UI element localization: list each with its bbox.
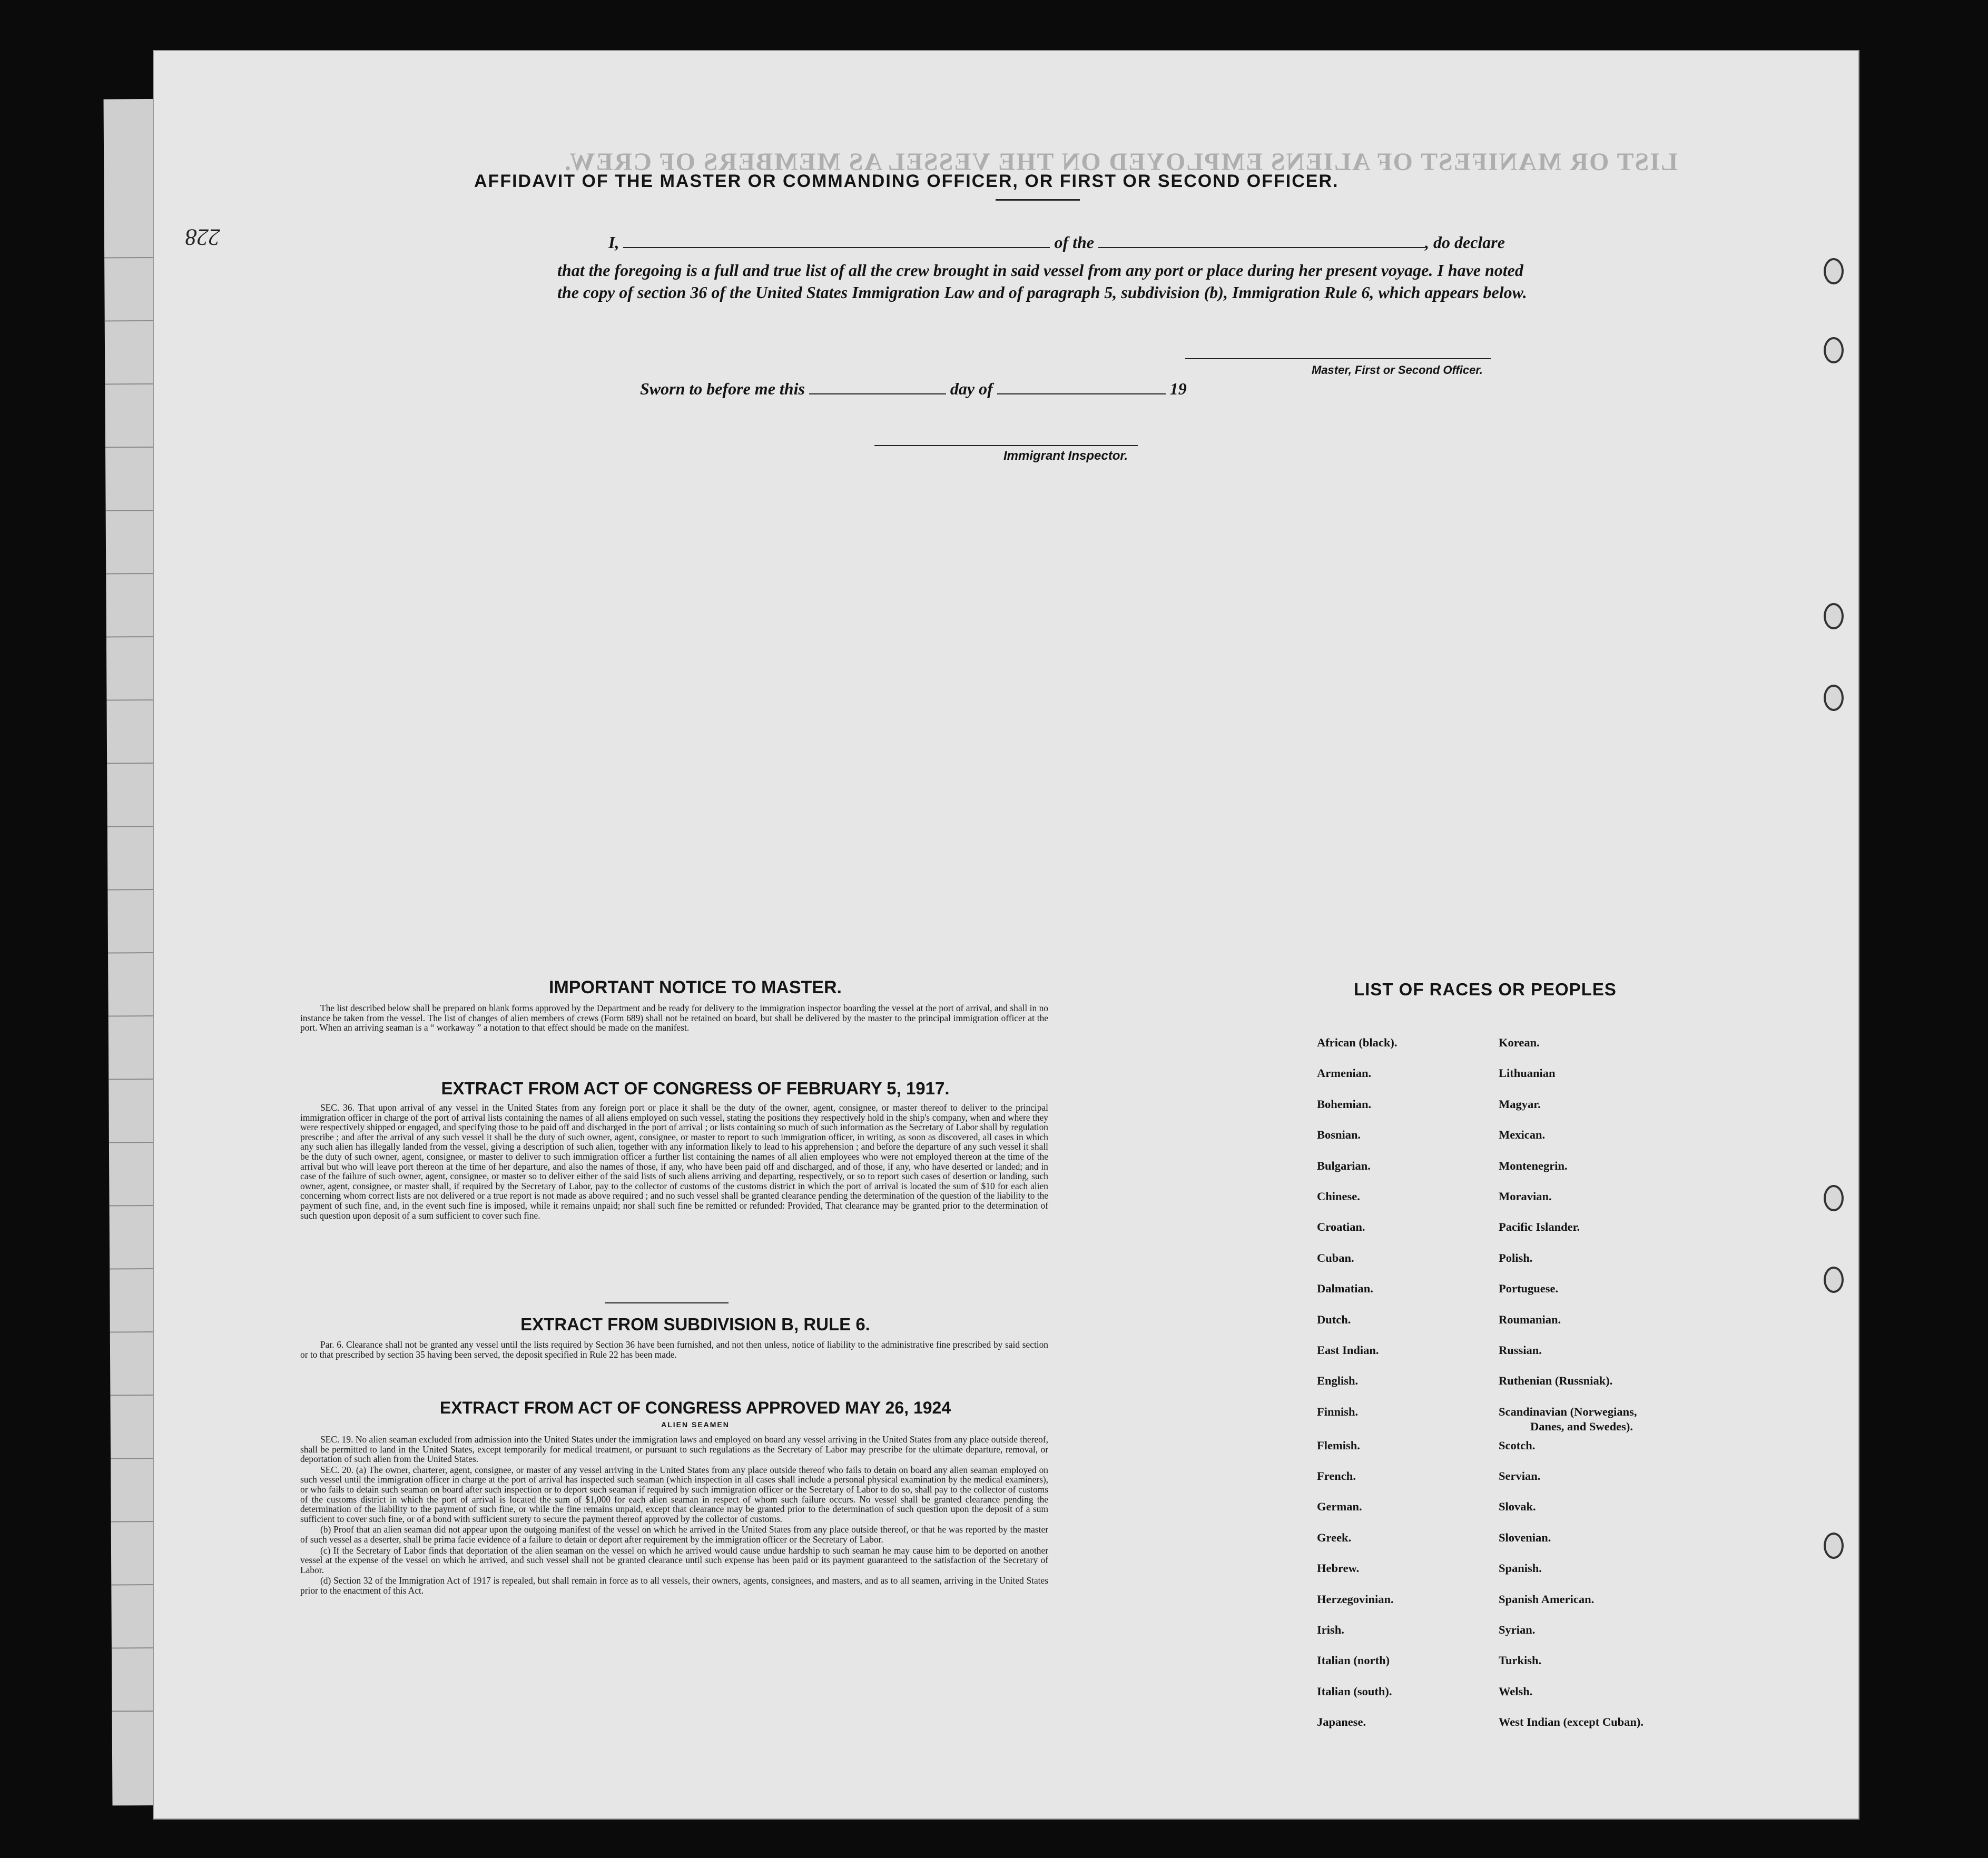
affidavit-do-declare: , do declare (1425, 233, 1505, 252)
divider (996, 199, 1080, 201)
race-entry: Polish. (1499, 1251, 1533, 1264)
race-entry: Danes, and Swedes). (1530, 1419, 1633, 1433)
signature-line[interactable] (1185, 358, 1491, 359)
race-entry: Mexican. (1499, 1128, 1546, 1142)
race-entry: Pacific Islander. (1499, 1220, 1580, 1234)
sworn-year: 19 (1169, 379, 1187, 398)
affidavit-of-the: of the (1054, 233, 1094, 252)
inspector-label: Immigrant Inspector. (1003, 449, 1128, 463)
races-left-column (1317, 1036, 1397, 1747)
race-entry: Croatian. (1317, 1220, 1365, 1234)
race-entry: Spanish. (1499, 1561, 1542, 1575)
race-entry: Bohemian. (1317, 1097, 1372, 1111)
punch-hole-icon (1824, 1533, 1844, 1559)
extract-1924-body (300, 1435, 1048, 1597)
extract-1917-title: EXTRACT FROM ACT OF CONGRESS OF FEBRUARY 5, 1917. (441, 1079, 950, 1098)
race-entry: Scandinavian (Norwegians, (1499, 1405, 1637, 1418)
race-entry: East Indian. (1317, 1343, 1379, 1357)
section-20d-paragraph: (d) Section 32 of the Immigration Act of 1917 is repealed, but shall remain in force as to all vessels, their owners, agents, consignees, and masters, and as to all seamen, arriving in the United States prior to the enactment of this Act. (300, 1575, 1048, 1596)
sworn-prefix: Sworn to before me this (640, 379, 805, 398)
sworn-day-label: day of (950, 379, 993, 398)
race-entry: Cuban. (1317, 1251, 1354, 1264)
section-19-paragraph: SEC. 19. No alien seaman excluded from admission into the United States under the immigration laws and employed on board any vessel arriving in the United States from any place outside thereof, shall be permitted to land in the United States, except temporarily for medical treatment, or pursuant to such regulations as the Secretary of Labor may prescribe for the ultimate departure, removal, or deportation of such alien from the United States. (300, 1434, 1048, 1465)
race-entry: Portuguese. (1499, 1282, 1559, 1296)
divider (605, 1302, 729, 1303)
race-entry: Finnish. (1317, 1405, 1359, 1418)
race-entry: Welsh. (1499, 1684, 1533, 1698)
notice-body (300, 1003, 1048, 1034)
race-entry: Lithuanian (1499, 1066, 1556, 1080)
affidavit-declaration-line (608, 233, 1505, 252)
race-entry: West Indian (except Cuban). (1499, 1715, 1644, 1729)
race-entry: Italian (north) (1317, 1654, 1390, 1667)
race-entry: Bulgarian. (1317, 1159, 1371, 1172)
corner-number: 228 (185, 224, 220, 250)
punch-hole-icon (1824, 258, 1844, 284)
race-entry: Slovak. (1499, 1500, 1536, 1514)
races-right-column (1499, 1036, 1643, 1747)
race-entry: Dalmatian. (1317, 1282, 1373, 1296)
punch-hole-icon (1824, 337, 1844, 363)
race-entry: Magyar. (1499, 1097, 1541, 1111)
master-signature-label: Master, First or Second Officer. (1312, 363, 1483, 377)
race-entry: African (black). (1317, 1036, 1397, 1049)
section-20c-paragraph: (c) If the Secretary of Labor finds that deportation of the alien seaman on the vessel on which he arrived would cause undue hardship to such seaman he may cause him to be deported on another vessel at the expense of the vessel on which he arrived, and such vessel shall not be granted clearance until such expense has been paid or its payment guaranteed to the satisfaction of the Secretary of Labor. (300, 1545, 1048, 1575)
extract-1924-subtitle: ALIEN SEAMEN (661, 1420, 730, 1429)
race-entry: Irish. (1317, 1623, 1344, 1637)
race-entry: Montenegrin. (1499, 1159, 1568, 1172)
extract-1924-title: EXTRACT FROM ACT OF CONGRESS APPROVED MAY 26, 1924 (439, 1398, 951, 1417)
affidavit-title: AFFIDAVIT OF THE MASTER OR COMMANDING OFFICER, OR FIRST OR SECOND OFFICER. (474, 171, 1339, 191)
race-entry: Spanish American. (1499, 1592, 1595, 1606)
race-entry: Hebrew. (1317, 1561, 1360, 1575)
notice-title: IMPORTANT NOTICE TO MASTER. (549, 977, 842, 997)
sworn-line (640, 379, 1187, 399)
race-entry: English. (1317, 1374, 1359, 1388)
race-entry: German. (1317, 1500, 1362, 1514)
race-entry: Russian. (1499, 1343, 1542, 1357)
rule6-paragraph: Par. 6. Clearance shall not be granted any vessel until the lists required by Section 36 have been furnished, and not then unless, notice of liability to the administrative fine prescribed by said section or to that prescribed by section 35 having been served, the deposit specified in Rule 22 has been made. (300, 1339, 1048, 1360)
race-entry: Roumanian. (1499, 1312, 1561, 1326)
extract-rule6-title: EXTRACT FROM SUBDIVISION B, RULE 6. (520, 1315, 870, 1334)
master-name-field[interactable] (623, 247, 1050, 248)
sworn-month-field[interactable] (997, 393, 1166, 394)
vessel-name-field[interactable] (1098, 247, 1425, 248)
sworn-day-field[interactable] (809, 393, 946, 394)
bleed-through-heading: LIST OR MANIFEST OF ALIENS EMPLOYED ON THE VESSEL AS MEMBERS OF CREW. (564, 148, 1678, 176)
affidavit-paragraph: that the foregoing is a full and true list of all the crew brought in said vessel from any port or place during her present voyage. I have noted the copy of section 36 of the United States Immigration Law and of paragraph 5, subdivision (b), Immigration Rule 6, which appears below. (557, 261, 1527, 302)
race-entry: Bosnian. (1317, 1128, 1361, 1142)
race-entry: Flemish. (1317, 1438, 1360, 1452)
race-entry: Korean. (1499, 1036, 1540, 1049)
punch-hole-icon (1824, 1185, 1844, 1211)
race-entry: Turkish. (1499, 1654, 1542, 1667)
race-entry: Slovenian. (1499, 1530, 1551, 1544)
race-entry: Moravian. (1499, 1189, 1552, 1203)
section-20b-paragraph: (b) Proof that an alien seaman did not appear upon the outgoing manifest of the vessel on which he arrived in the United States from any place outside thereof, or that he was reported by the master of such vessel as a deserter, shall be prima facie evidence of a failure to detain or deport after requirement by the immigration officer or the Secretary of Labor. (300, 1524, 1048, 1545)
inspector-signature-line[interactable] (874, 445, 1138, 446)
race-entry: Armenian. (1317, 1066, 1372, 1080)
extract-rule6-body (300, 1340, 1048, 1360)
race-entry: Ruthenian (Russniak). (1499, 1374, 1613, 1388)
affidavit-i: I, (608, 233, 619, 252)
punch-hole-icon (1824, 603, 1844, 629)
race-entry: French. (1317, 1469, 1356, 1483)
race-entry: Herzegovinian. (1317, 1592, 1394, 1606)
punch-hole-icon (1824, 1267, 1844, 1293)
race-entry: Scotch. (1499, 1438, 1536, 1452)
races-title: LIST OF RACES OR PEOPLES (1354, 980, 1617, 999)
race-entry: Japanese. (1317, 1715, 1366, 1729)
punch-hole-icon (1824, 685, 1844, 711)
race-entry: Syrian. (1499, 1623, 1536, 1637)
race-entry: Greek. (1317, 1530, 1352, 1544)
notice-paragraph: The list described below shall be prepared on blank forms approved by the Department and be ready for delivery to the immigration inspector boarding the vessel at the port of arrival, and shall in no instance be taken from the vessel. The list of changes of alien members of crews (Form 689) shall not be retained on board, but shall be delivered by the master to the principal immigration officer at the port. When an arriving seaman is a “ workaway ” a notation to that effect should be made on the manifest. (300, 1003, 1048, 1033)
race-entry: Chinese. (1317, 1189, 1360, 1203)
extract-1917-body (300, 1103, 1048, 1221)
section-36-paragraph: SEC. 36. That upon arrival of any vessel in the United States from any foreign port or place it shall be the duty of the owner, agent, consignee, or master thereof to deliver to the principal immigration officer in charge of the port of arrival lists containing the names of all aliens employed on such vessel, stating the positions they respectively hold in the ship's company, when and where they were respectively shipped or engaged, and specifying those to be paid off and discharged in the port of arrival ; or lists containing so much of such information as the Secretary of Labor shall by regulation prescribe ; and after the arrival of any such vessel it shall be the duty of such owner, agent, consignee, or master to report to such immigration officer, in writing, as soon as discovered, all cases in which any such alien has illegally landed from the vessel, giving a description of such alien, together with any information likely to lead to his apprehension ; and before the departure of any such vessel it shall be the duty of such owner, agent, consignee, or master to deliver to such immigration officer a further list containing the names of all alien employees who were not employed thereon at the time of the arrival but who will leave port thereon at the time of her departure, and also the names of those, if any, who have been paid off and discharged, and of those, if any, who have deserted or landed; and in case of the failure of such owner, agent, consignee, or master so to deliver either of the said lists of such aliens arriving and departing, respectively, or so to report such cases of desertion or landing, such owner, agent, consignee, or master shall, if required by the Secretary of Labor, pay to the collector of customs of the customs district in which the port of arrival is located the sum of $10 for each alien concerning whom correct lists are not delivered or a true report is not made as above required ; and no such vessel shall be granted clearance pending the determination of the question of the liability to the payment of such fine, and, in the event such fine is imposed, while it remains unpaid; nor shall such fine be remitted or refunded: Provided, That clearance may be granted prior to the determination of such question upon deposit of a sum sufficient to cover such fine. (300, 1102, 1048, 1221)
race-entry: Italian (south). (1317, 1684, 1392, 1698)
race-entry: Dutch. (1317, 1312, 1351, 1326)
section-20a-paragraph: SEC. 20. (a) The owner, charterer, agent, consignee, or master of any vessel arriving in the United States from any place outside thereof who fails to detain on board any alien seaman employed on such vessel until the immigration officer in charge at the port of arrival has inspected such seaman (which inspection in all cases shall include a personal physical examination by the medical examiners), or who fails to detain such seaman on board after such inspection or to deport such seaman if required by such immigration officer or the Secretary of Labor to do so, shall pay to the collector of customs of the customs district in which the port of arrival is located the sum of $1,000 for each alien seaman in respect of whom such failure occurs. No vessel shall be granted clearance pending the determination of the liability to the payment of such fine, or while the fine remains unpaid, except that clearance may be granted prior to the determination of such question upon the deposit of a sum sufficient to cover such fine, or of a bond with sufficient surety to secure the payment thereof approved by the collector of customs. (300, 1464, 1048, 1524)
race-entry: Servian. (1499, 1469, 1541, 1483)
